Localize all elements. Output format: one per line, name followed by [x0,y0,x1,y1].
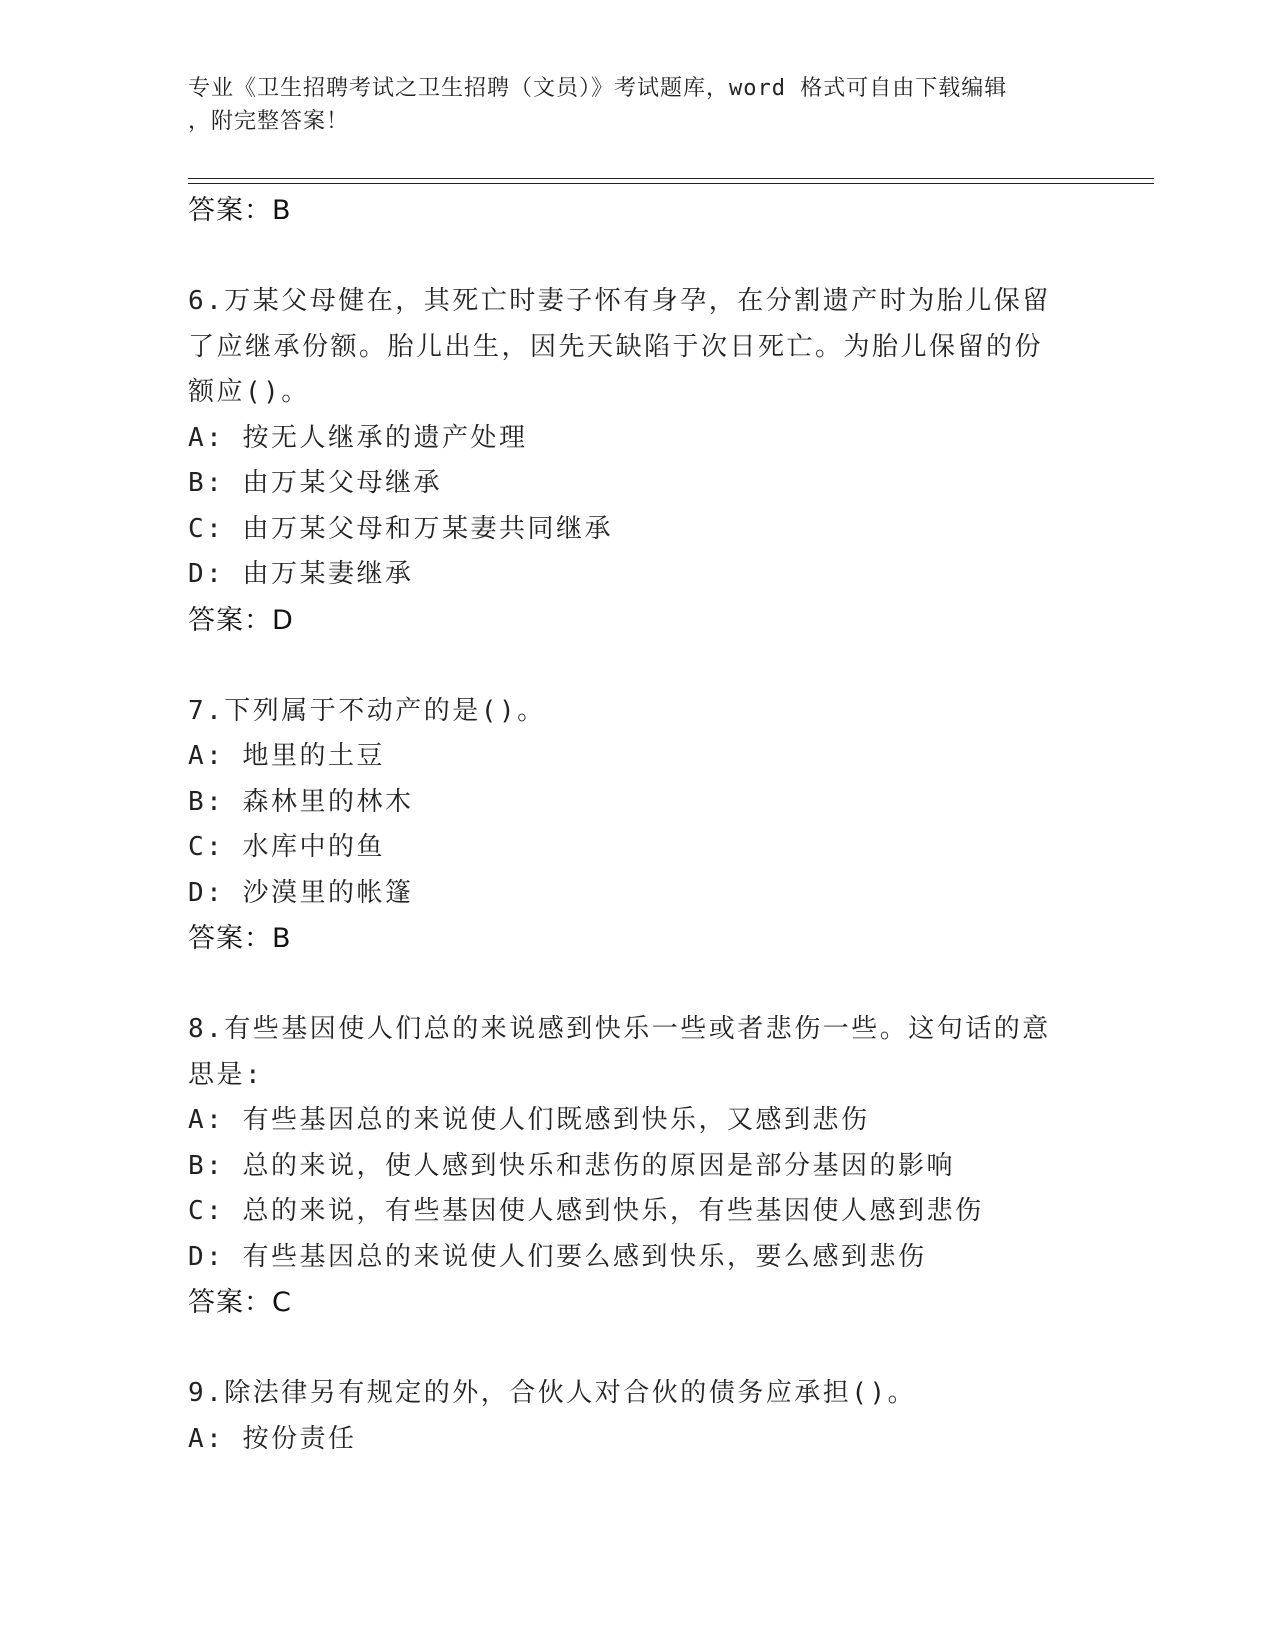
option-d: D: 由万某妻继承 [188,559,414,589]
answer-previous: 答案：B [188,195,292,226]
option-a: A: 按份责任 [188,1423,357,1454]
answer: 答案：B [188,923,292,954]
option-a: A: 按无人继承的遗产处理 [188,422,528,453]
option-c: C: 由万某父母和万某妻共同继承 [188,513,613,544]
option-a: A: 有些基因总的来说使人们既感到快乐，又感到悲伤 [188,1105,870,1135]
header-line-2: ，附完整答案！ [188,109,350,134]
spacer [188,962,1148,1008]
question-stem-line: 8.有些基因使人们总的来说感到快乐一些或者悲伤一些。这句话的意 [188,1014,1051,1044]
option-c: C: 总的来说，有些基因使人感到快乐，有些基因使人感到悲伤 [188,1196,984,1226]
header-divider-bottom [188,183,1154,184]
header-divider-top [188,178,1154,179]
question-stem-line: 额应()。 [188,377,310,407]
option-c: C: 水库中的鱼 [188,832,385,862]
question-list [188,188,1148,1462]
spacer [188,1326,1148,1372]
option-b: B: 总的来说，使人感到快乐和悲伤的原因是部分基因的影响 [188,1150,955,1181]
question-7 [188,689,1148,962]
question-stem-line: 9.除法律另有规定的外，合伙人对合伙的债务应承担()。 [188,1378,917,1408]
answer: 答案：C [188,1287,292,1318]
spacer [188,234,1148,280]
option-d: D: 沙漠里的帐篷 [188,877,414,908]
spacer [188,643,1148,689]
question-6 [188,279,1148,643]
option-a: A: 地里的土豆 [188,741,385,771]
question-9 [188,1371,1148,1462]
header-line-1: 专业《卫生招聘考试之卫生招聘（文员）》考试题库，word 格式可自由下载编辑 [188,76,1008,101]
option-b: B: 森林里的林木 [188,786,414,817]
question-stem-line: 思是: [188,1059,264,1090]
option-b: B: 由万某父母继承 [188,468,442,498]
question-stem-line: 6.万某父母健在，其死亡时妻子怀有身孕，在分割遗产时为胎儿保留 [188,286,1051,316]
question-stem-line: 7.下列属于不动产的是()。 [188,695,546,726]
document-header [188,72,1088,138]
question-stem-line: 了应继承份额。胎儿出生，因先天缺陷于次日死亡。为胎儿保留的份 [188,331,1044,362]
answer: 答案：D [188,604,294,636]
question-8 [188,1007,1148,1326]
option-d: D: 有些基因总的来说使人们要么感到快乐，要么感到悲伤 [188,1241,927,1272]
